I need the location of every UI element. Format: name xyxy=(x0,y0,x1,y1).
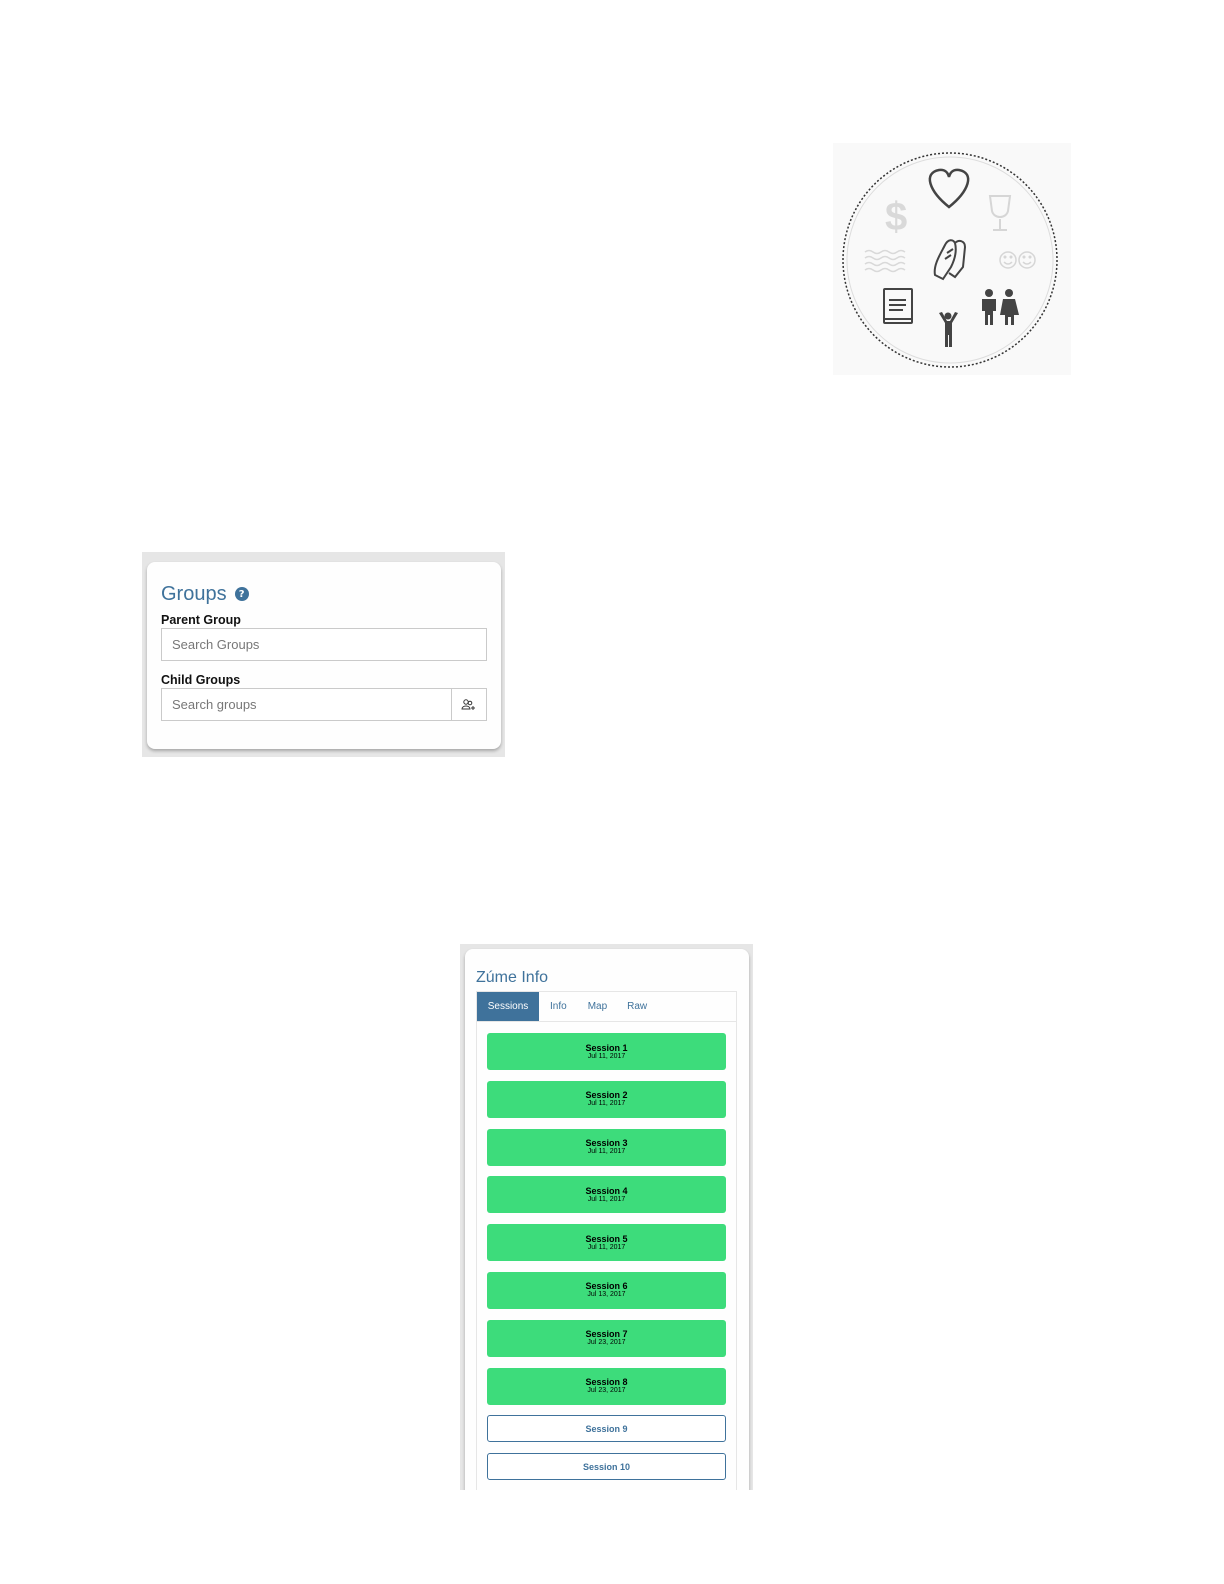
session-name: Session 2 xyxy=(585,1090,628,1101)
person-arms-raised-icon xyxy=(939,312,958,347)
praying-hands-icon xyxy=(935,240,965,279)
child-groups-row xyxy=(161,688,487,721)
session-name: Session 9 xyxy=(585,1423,628,1434)
session-name: Session 3 xyxy=(585,1138,628,1149)
session-date: Jul 23, 2017 xyxy=(587,1339,626,1347)
session-date: Jul 23, 2017 xyxy=(587,1387,626,1395)
session-2-button[interactable] xyxy=(487,1081,726,1118)
tab-sessions[interactable]: Sessions xyxy=(477,992,539,1021)
session-10-button[interactable] xyxy=(487,1453,726,1480)
child-groups-search-input[interactable] xyxy=(161,688,452,721)
session-name: Session 4 xyxy=(585,1185,628,1196)
parent-group-placeholder: Search Groups xyxy=(172,637,260,652)
session-1-button[interactable] xyxy=(487,1033,726,1070)
parent-group-label: Parent Group xyxy=(161,613,241,627)
tab-info[interactable]: Info xyxy=(550,1001,567,1012)
tab-raw[interactable]: Raw xyxy=(627,1001,648,1012)
session-name: Session 5 xyxy=(585,1233,628,1244)
session-name: Session 10 xyxy=(582,1461,631,1472)
add-child-group-button[interactable] xyxy=(452,688,487,721)
session-date: Jul 11, 2017 xyxy=(587,1195,626,1203)
session-name: Session 8 xyxy=(585,1377,628,1388)
groups-card xyxy=(147,562,501,749)
session-7-button[interactable] xyxy=(487,1320,726,1357)
groups-title-text: Groups xyxy=(161,582,227,605)
session-date: Jul 11, 2017 xyxy=(587,1052,626,1060)
faith-practices-circle-graphic xyxy=(833,143,1071,375)
session-6-button[interactable] xyxy=(487,1272,726,1309)
session-8-button[interactable] xyxy=(487,1368,726,1405)
sessions-panel xyxy=(476,1022,737,1490)
session-name: Session 7 xyxy=(585,1329,628,1340)
zume-info-card xyxy=(465,949,749,1490)
session-5-button[interactable] xyxy=(487,1224,726,1261)
child-groups-placeholder: Search groups xyxy=(172,697,257,712)
groups-title xyxy=(161,580,487,608)
session-date: Jul 13, 2017 xyxy=(587,1291,626,1299)
session-date: Jul 11, 2017 xyxy=(587,1243,626,1251)
session-3-button[interactable] xyxy=(487,1129,726,1166)
add-group-icon xyxy=(461,699,477,711)
two-people-icon xyxy=(982,289,1019,325)
session-name: Session 1 xyxy=(585,1042,628,1053)
session-date: Jul 11, 2017 xyxy=(587,1100,626,1108)
zume-info-title: Zúme Info xyxy=(476,969,549,986)
zume-tabs xyxy=(476,991,737,1022)
child-groups-label: Child Groups xyxy=(161,673,241,687)
svg-text:$: $ xyxy=(885,195,908,239)
parent-group-search-input[interactable] xyxy=(161,628,487,661)
session-date: Jul 11, 2017 xyxy=(587,1148,626,1156)
session-4-button[interactable] xyxy=(487,1176,726,1213)
tab-map[interactable]: Map xyxy=(587,1001,608,1012)
question-circle-icon[interactable]: ? xyxy=(235,587,249,601)
book-icon xyxy=(884,289,912,323)
session-9-button[interactable] xyxy=(487,1415,726,1442)
dollar-icon xyxy=(885,195,907,239)
groups-screenshot xyxy=(142,552,505,757)
smiley-faces-icon xyxy=(1000,252,1035,268)
wine-glass-icon xyxy=(990,196,1010,230)
session-name: Session 6 xyxy=(585,1281,628,1292)
zume-info-screenshot xyxy=(460,944,753,1490)
heart-icon xyxy=(930,170,968,207)
water-waves-icon xyxy=(865,251,905,272)
